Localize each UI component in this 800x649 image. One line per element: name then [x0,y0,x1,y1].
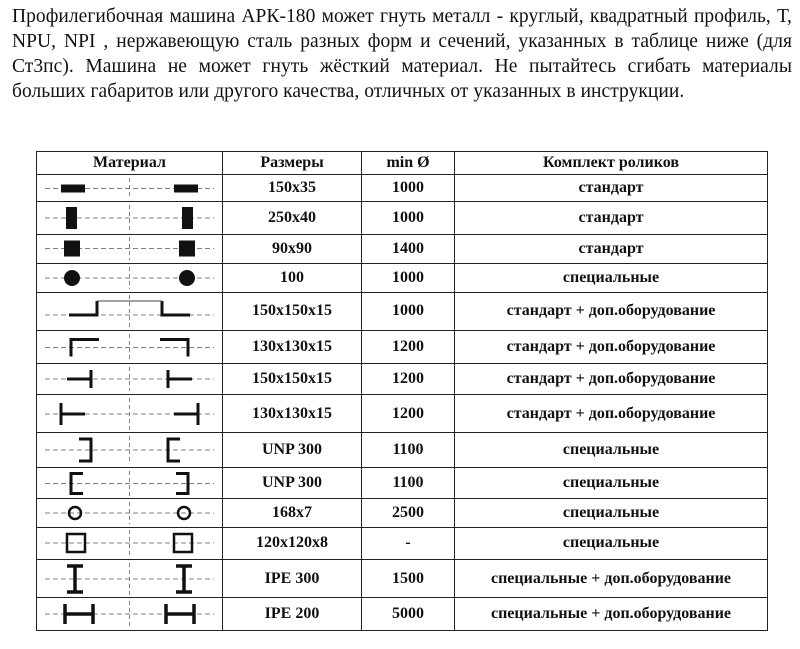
table-row [37,234,768,263]
table-row [37,559,768,598]
table-row [37,499,768,527]
size-cell: UNP 300 [223,467,362,498]
min-diameter-cell: 1200 [362,394,455,433]
profile-ibeam-horizontal-icon [39,599,220,629]
profile-channel-out-icon [39,434,220,466]
table-row [37,598,768,631]
material-cell [37,364,223,394]
profile-tee-flange-icon [39,396,220,432]
material-cell [37,264,223,292]
min-diameter-cell: 1000 [362,264,455,292]
material-cell [37,559,223,598]
roller-kit-cell: стандарт + доп.оборудование [455,292,768,331]
profile-angle-down-icon [39,332,220,363]
roller-kit-cell: специальные [455,527,768,559]
size-cell: 150x150x15 [223,364,362,394]
intro-paragraph: Профилегибочная машина АРК-180 может гнуть металл - круглый, квадратный профиль, Т, NPU, NPI , нержавеющую сталь разных форм и сечений, указанных в таблице ниже (для Ст3пс). Машина не может гнуть жёсткий материал. Не пытайтесь сгибать материалы больших габаритов или другого качества, отличных от указанных в инструкции. [12,6,792,102]
roller-kit-cell: специальные + доп.оборудование [455,598,768,631]
profile-tee-side-icon [39,365,220,393]
roller-kit-cell: стандарт + доп.оборудование [455,394,768,433]
table-row [37,175,768,202]
table-body [37,175,768,631]
roller-kit-cell: стандарт [455,234,768,263]
roller-kit-cell: специальные [455,499,768,527]
size-cell: 130x130x15 [223,331,362,364]
header-min-diameter: min Ø [362,152,455,175]
size-cell: 250x40 [223,202,362,234]
material-cell [37,234,223,263]
size-cell: IPE 300 [223,559,362,598]
size-cell: 90x90 [223,234,362,263]
size-cell: UNP 300 [223,433,362,467]
min-diameter-cell: 1500 [362,559,455,598]
size-cell: 150x150x15 [223,292,362,331]
size-cell: 130x130x15 [223,394,362,433]
size-cell: 120x120x8 [223,527,362,559]
roller-kit-cell: стандарт [455,202,768,234]
profile-angle-up-icon [39,293,220,329]
roller-kit-cell: специальные + доп.оборудование [455,559,768,598]
profile-flat-bar-icon [39,176,220,201]
roller-kit-cell: стандарт + доп.оборудование [455,364,768,394]
table-row [37,527,768,559]
material-cell [37,175,223,202]
table-row [37,264,768,292]
size-cell: IPE 200 [223,598,362,631]
table-row [37,433,768,467]
material-cell [37,331,223,364]
material-cell [37,292,223,331]
profile-round-bar-icon [39,265,220,291]
min-diameter-cell: 1000 [362,202,455,234]
header-roller-kit: Комплект роликов [455,152,768,175]
table-row [37,467,768,498]
min-diameter-cell: 2500 [362,499,455,527]
profile-tube-round-icon [39,500,220,526]
min-diameter-cell: 1200 [362,331,455,364]
profile-ibeam-vertical-icon [39,561,220,597]
profile-channel-in-icon [39,469,220,498]
roller-kit-cell: специальные [455,264,768,292]
roller-kit-cell: стандарт [455,175,768,202]
material-cell [37,527,223,559]
min-diameter-cell: 1100 [362,433,455,467]
material-cell [37,433,223,467]
profile-tube-square-icon [39,528,220,558]
material-cell [37,467,223,498]
material-cell [37,499,223,527]
min-diameter-cell: 1200 [362,364,455,394]
min-diameter-cell: - [362,527,455,559]
min-diameter-cell: 1400 [362,234,455,263]
table-row [37,394,768,433]
table-row [37,364,768,394]
table-header-row [37,152,768,175]
header-size: Размеры [223,152,362,175]
roller-kit-cell: специальные [455,467,768,498]
size-cell: 150x35 [223,175,362,202]
roller-kit-cell: специальные [455,433,768,467]
min-diameter-cell: 1000 [362,175,455,202]
material-cell [37,598,223,631]
material-cell [37,394,223,433]
size-cell: 168x7 [223,499,362,527]
material-cell [37,202,223,234]
size-cell: 100 [223,264,362,292]
profile-tall-bar-icon [39,203,220,233]
table-row [37,202,768,234]
roller-kit-cell: стандарт + доп.оборудование [455,331,768,364]
min-diameter-cell: 1000 [362,292,455,331]
min-diameter-cell: 1100 [362,467,455,498]
table-row [37,292,768,331]
table-row [37,331,768,364]
profile-square-bar-icon [39,235,220,262]
min-diameter-cell: 5000 [362,598,455,631]
header-material: Материал [37,152,223,175]
materials-table [36,151,768,631]
